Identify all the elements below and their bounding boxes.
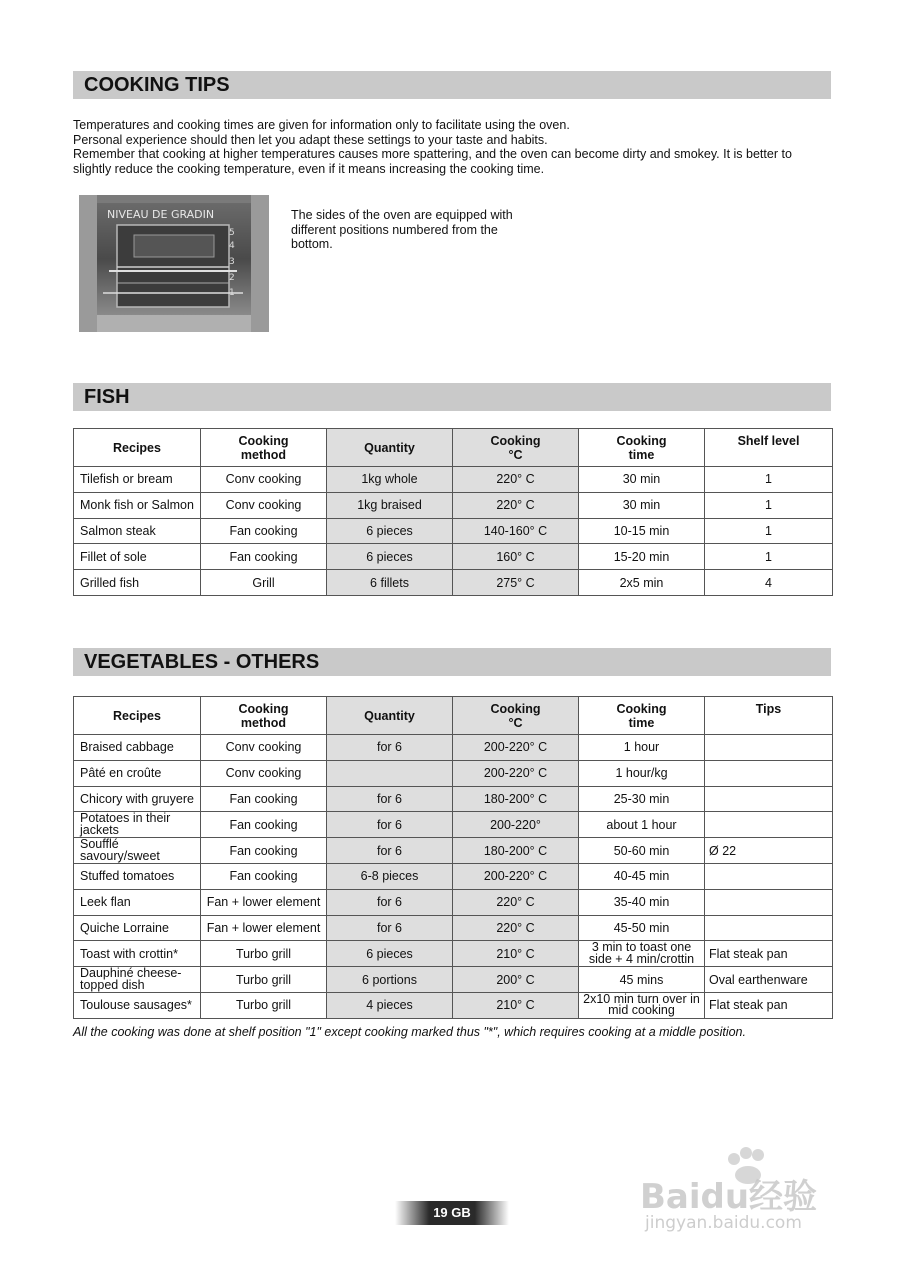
table-row	[74, 760, 833, 786]
recipe-cell: Soufflé savoury/sweet	[74, 838, 201, 864]
time-cell: 3 min to toast one side + 4 min/crottin	[579, 941, 705, 967]
col-header-shelf-level: Shelf level	[705, 429, 833, 467]
intro-text	[73, 118, 833, 176]
time-cell: 50-60 min	[579, 838, 705, 864]
quantity-cell: for 6	[327, 812, 453, 838]
table-row	[74, 967, 833, 993]
vegetables-table	[73, 696, 833, 1019]
temperature-cell: 180-200° C	[453, 838, 579, 864]
table-row	[74, 812, 833, 838]
table-row	[74, 544, 833, 570]
watermark-brand: Baidu经验	[640, 1177, 818, 1217]
method-cell: Fan cooking	[201, 544, 327, 570]
method-cell: Grill	[201, 570, 327, 596]
quantity-cell: 6 portions	[327, 967, 453, 993]
temperature-cell: 275° C	[453, 570, 579, 596]
col-header-time: Cooking time	[579, 697, 705, 735]
oven-photo-label: NIVEAU DE GRADIN	[107, 208, 215, 221]
intro-line-3: Remember that cooking at higher temperatures causes more spattering, and the oven can become dirty and smokey. It is better to slightly reduce the cooking temperature, even if it means increasing the cooking time.	[73, 147, 792, 176]
table-row	[74, 518, 833, 544]
page-number: 19 GB	[395, 1201, 509, 1225]
oven-level-1: 1	[229, 288, 235, 298]
temperature-cell: 200° C	[453, 967, 579, 993]
oven-shelf-photo	[79, 195, 269, 332]
tips-cell	[705, 812, 833, 838]
tips-cell	[705, 735, 833, 761]
fish-table	[73, 428, 833, 596]
method-cell: Turbo grill	[201, 992, 327, 1018]
time-cell: 1 hour	[579, 735, 705, 761]
intro-line-1: Temperatures and cooking times are given for information only to facilitate using the oven.	[73, 118, 570, 132]
col-header-recipes: Recipes	[74, 697, 201, 735]
fish-header-row	[74, 429, 833, 467]
quantity-cell: 6 fillets	[327, 570, 453, 596]
table-row	[74, 570, 833, 596]
recipe-cell: Fillet of sole	[74, 544, 201, 570]
quantity-cell	[327, 760, 453, 786]
method-cell: Fan cooking	[201, 786, 327, 812]
recipe-cell: Toast with crottin*	[74, 941, 201, 967]
watermark	[640, 1145, 870, 1245]
time-cell: 1 hour/kg	[579, 760, 705, 786]
temperature-cell: 220° C	[453, 467, 579, 493]
recipe-cell: Potatoes in their jackets	[74, 812, 201, 838]
temperature-cell: 200-220° C	[453, 760, 579, 786]
quantity-cell: for 6	[327, 786, 453, 812]
table-row	[74, 735, 833, 761]
recipe-cell: Salmon steak	[74, 518, 201, 544]
shelf-level-cell: 4	[705, 570, 833, 596]
footnote: All the cooking was done at shelf position "1" except cooking marked thus "*", which requires cooking at a middle position.	[73, 1025, 746, 1039]
oven-level-5: 5	[229, 228, 235, 238]
recipe-cell: Toulouse sausages*	[74, 992, 201, 1018]
time-cell: 30 min	[579, 492, 705, 518]
method-cell: Conv cooking	[201, 492, 327, 518]
method-cell: Fan cooking	[201, 838, 327, 864]
method-cell: Turbo grill	[201, 967, 327, 993]
watermark-url: jingyan.baidu.com	[645, 1213, 802, 1233]
col-header-time: Cooking time	[579, 429, 705, 467]
tips-cell	[705, 863, 833, 889]
shelf-level-cell: 1	[705, 492, 833, 518]
col-header-temperature: Cooking °C	[453, 429, 579, 467]
tips-cell: Flat steak pan	[705, 992, 833, 1018]
col-header-recipes: Recipes	[74, 429, 201, 467]
shelf-level-cell: 1	[705, 518, 833, 544]
time-cell: 45 mins	[579, 967, 705, 993]
section-header-cooking-tips: COOKING TIPS	[73, 71, 831, 99]
section-header-fish: FISH	[73, 383, 831, 411]
time-cell: 15-20 min	[579, 544, 705, 570]
quantity-cell: for 6	[327, 915, 453, 941]
time-cell: 2x10 min turn over in mid cooking	[579, 992, 705, 1018]
table-row	[74, 838, 833, 864]
time-cell: 40-45 min	[579, 863, 705, 889]
recipe-cell: Dauphiné cheese-topped dish	[74, 967, 201, 993]
col-header-tips: Tips	[705, 697, 833, 735]
table-row	[74, 492, 833, 518]
temperature-cell: 220° C	[453, 915, 579, 941]
tips-cell	[705, 889, 833, 915]
shelf-level-cell: 1	[705, 467, 833, 493]
quantity-cell: 6-8 pieces	[327, 863, 453, 889]
method-cell: Fan cooking	[201, 863, 327, 889]
quantity-cell: 6 pieces	[327, 941, 453, 967]
recipe-cell: Stuffed tomatoes	[74, 863, 201, 889]
quantity-cell: 4 pieces	[327, 992, 453, 1018]
recipe-cell: Braised cabbage	[74, 735, 201, 761]
method-cell: Fan + lower element	[201, 889, 327, 915]
method-cell: Conv cooking	[201, 760, 327, 786]
time-cell: 35-40 min	[579, 889, 705, 915]
col-header-method: Cooking method	[201, 429, 327, 467]
oven-level-3: 3	[229, 257, 235, 267]
method-cell: Turbo grill	[201, 941, 327, 967]
time-cell: 10-15 min	[579, 518, 705, 544]
table-row	[74, 915, 833, 941]
table-row	[74, 992, 833, 1018]
col-header-quantity: Quantity	[327, 697, 453, 735]
tips-cell: Oval earthenware	[705, 967, 833, 993]
time-cell: 2x5 min	[579, 570, 705, 596]
quantity-cell: for 6	[327, 838, 453, 864]
shelf-level-cell: 1	[705, 544, 833, 570]
oven-level-4: 4	[229, 241, 235, 251]
tips-cell	[705, 915, 833, 941]
quantity-cell: 1kg braised	[327, 492, 453, 518]
time-cell: 25-30 min	[579, 786, 705, 812]
temperature-cell: 200-220°	[453, 812, 579, 838]
time-cell: about 1 hour	[579, 812, 705, 838]
table-row	[74, 863, 833, 889]
temperature-cell: 140-160° C	[453, 518, 579, 544]
temperature-cell: 200-220° C	[453, 735, 579, 761]
method-cell: Fan cooking	[201, 518, 327, 544]
table-row	[74, 889, 833, 915]
temperature-cell: 210° C	[453, 992, 579, 1018]
tips-cell: Flat steak pan	[705, 941, 833, 967]
temperature-cell: 220° C	[453, 889, 579, 915]
method-cell: Conv cooking	[201, 735, 327, 761]
time-cell: 30 min	[579, 467, 705, 493]
quantity-cell: for 6	[327, 889, 453, 915]
temperature-cell: 210° C	[453, 941, 579, 967]
tips-cell	[705, 786, 833, 812]
tips-cell: Ø 22	[705, 838, 833, 864]
recipe-cell: Pâté en croûte	[74, 760, 201, 786]
quantity-cell: 6 pieces	[327, 518, 453, 544]
table-row	[74, 941, 833, 967]
recipe-cell: Monk fish or Salmon	[74, 492, 201, 518]
quantity-cell: 1kg whole	[327, 467, 453, 493]
table-row	[74, 786, 833, 812]
method-cell: Fan + lower element	[201, 915, 327, 941]
section-header-vegetables: VEGETABLES - OTHERS	[73, 648, 831, 676]
recipe-cell: Leek flan	[74, 889, 201, 915]
table-row	[74, 467, 833, 493]
method-cell: Conv cooking	[201, 467, 327, 493]
temperature-cell: 220° C	[453, 492, 579, 518]
recipe-cell: Quiche Lorraine	[74, 915, 201, 941]
oven-caption: The sides of the oven are equipped with different positions numbered from the bottom.	[291, 208, 513, 251]
recipe-cell: Chicory with gruyere	[74, 786, 201, 812]
recipe-cell: Tilefish or bream	[74, 467, 201, 493]
oven-level-2: 2	[229, 273, 235, 283]
quantity-cell: for 6	[327, 735, 453, 761]
quantity-cell: 6 pieces	[327, 544, 453, 570]
col-header-temperature: Cooking °C	[453, 697, 579, 735]
temperature-cell: 160° C	[453, 544, 579, 570]
method-cell: Fan cooking	[201, 812, 327, 838]
col-header-quantity: Quantity	[327, 429, 453, 467]
temperature-cell: 200-220° C	[453, 863, 579, 889]
veg-header-row	[74, 697, 833, 735]
temperature-cell: 180-200° C	[453, 786, 579, 812]
intro-line-2: Personal experience should then let you adapt these settings to your taste and habits.	[73, 132, 548, 147]
tips-cell	[705, 760, 833, 786]
col-header-method: Cooking method	[201, 697, 327, 735]
recipe-cell: Grilled fish	[74, 570, 201, 596]
time-cell: 45-50 min	[579, 915, 705, 941]
